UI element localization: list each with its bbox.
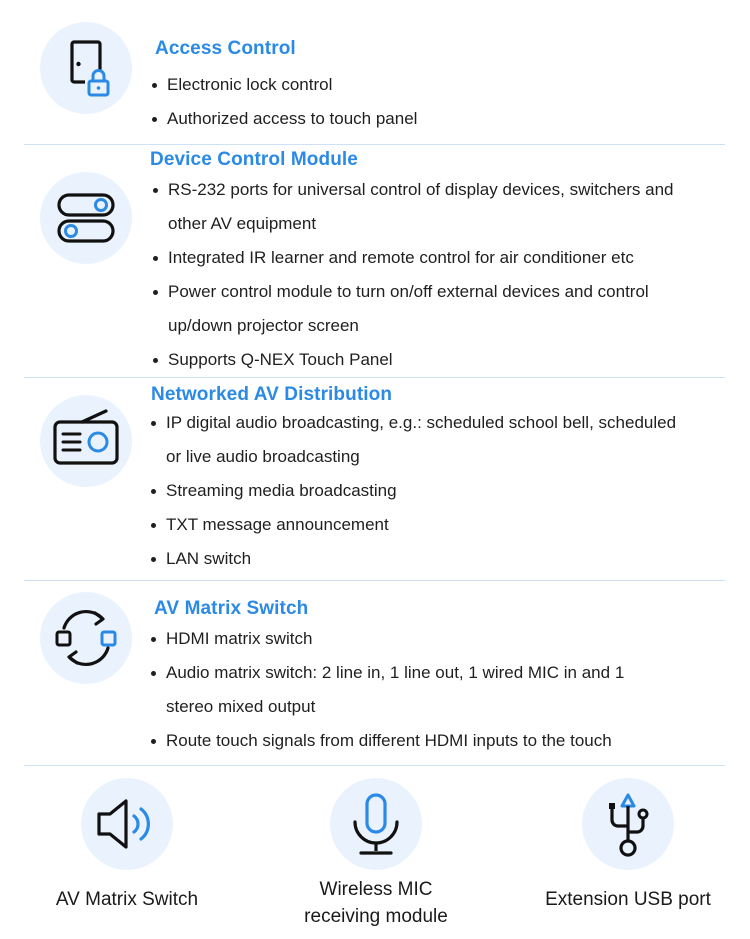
list-item: RS-232 ports for universal control of display devices, switchers and bbox=[153, 173, 674, 207]
list-item: other AV equipment bbox=[168, 214, 317, 233]
divider bbox=[24, 765, 725, 766]
feature-microphone bbox=[276, 778, 476, 933]
usb-icon bbox=[582, 778, 674, 870]
device-control-bullets bbox=[153, 173, 674, 377]
list-item: Route touch signals from different HDMI inputs to the touch bbox=[151, 724, 624, 758]
feature-microphone-label-line1: Wireless MIC bbox=[319, 879, 433, 900]
list-item: Power control module to turn on/off external devices and control bbox=[153, 275, 674, 309]
list-item: Audio matrix switch: 2 line in, 1 line out, 1 wired MIC in and 1 bbox=[151, 656, 624, 690]
list-item: or live audio broadcasting bbox=[166, 447, 360, 466]
access-control-title: Access Control bbox=[155, 38, 296, 59]
feature-usb-label: Extension USB port bbox=[545, 889, 711, 910]
speaker-icon bbox=[81, 778, 173, 870]
feature-speaker-label: AV Matrix Switch bbox=[55, 889, 199, 910]
list-item: up/down projector screen bbox=[168, 316, 359, 335]
networked-av-title: Networked AV Distribution bbox=[151, 384, 393, 405]
av-matrix-icon-circle bbox=[40, 592, 132, 684]
usb-icon-circle bbox=[582, 778, 674, 870]
feature-microphone-label bbox=[276, 876, 476, 930]
device-control-title: Device Control Module bbox=[150, 149, 358, 170]
device-control-icon-circle bbox=[40, 172, 132, 264]
list-item: Supports Q-NEX Touch Panel bbox=[153, 343, 674, 377]
networked-av-icon-circle bbox=[40, 395, 132, 487]
access-control-bullets bbox=[152, 68, 417, 136]
microphone-icon-circle bbox=[330, 778, 422, 870]
section-networked-av bbox=[0, 378, 750, 580]
microphone-icon bbox=[330, 778, 422, 870]
list-item: Electronic lock control bbox=[152, 68, 417, 102]
list-item: stereo mixed output bbox=[166, 697, 316, 716]
list-item: Integrated IR learner and remote control for air conditioner etc bbox=[153, 241, 674, 275]
list-item: IP digital audio broadcasting, e.g.: scheduled school bell, scheduled bbox=[151, 406, 676, 440]
speaker-icon-circle bbox=[81, 778, 173, 870]
switch-arrows-icon bbox=[40, 592, 132, 684]
door-lock-icon bbox=[40, 22, 132, 114]
toggle-switch-icon bbox=[40, 172, 132, 264]
list-item: Streaming media broadcasting bbox=[151, 474, 676, 508]
feature-usb bbox=[528, 778, 728, 928]
section-access-control bbox=[0, 0, 750, 145]
list-item: TXT message announcement bbox=[151, 508, 676, 542]
feature-microphone-label-line2: receiving module bbox=[304, 906, 448, 927]
section-device-control bbox=[0, 145, 750, 378]
av-matrix-title: AV Matrix Switch bbox=[154, 598, 309, 619]
feature-speaker bbox=[27, 778, 227, 928]
list-item: HDMI matrix switch bbox=[151, 622, 624, 656]
list-item: LAN switch bbox=[151, 542, 676, 576]
access-control-icon-circle bbox=[40, 22, 132, 114]
radio-icon bbox=[40, 395, 132, 487]
list-item: Authorized access to touch panel bbox=[152, 102, 417, 136]
networked-av-bullets bbox=[151, 406, 676, 576]
section-av-matrix bbox=[0, 581, 750, 765]
av-matrix-bullets bbox=[151, 622, 624, 758]
